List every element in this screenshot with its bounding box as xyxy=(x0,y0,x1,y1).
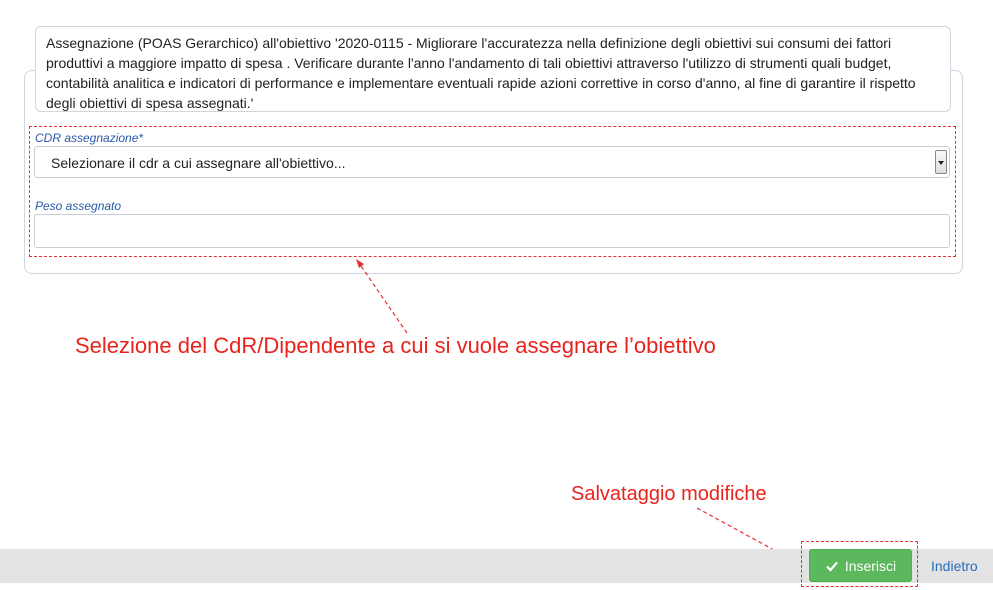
insert-button[interactable] xyxy=(809,549,912,582)
selection-annotation: Selezione del CdR/Dipendente a cui si vuole assegnare l’obiettivo xyxy=(75,333,716,358)
selection-arrow-head xyxy=(356,259,364,268)
cdr-select-value: Selezionare il cdr a cui assegnare all'obiettivo... xyxy=(51,155,346,171)
cdr-label: CDR assegnazione* xyxy=(35,131,144,145)
save-annotation: Salvataggio modifiche xyxy=(571,483,767,505)
check-icon xyxy=(825,559,839,573)
back-link[interactable]: Indietro xyxy=(931,558,978,574)
selection-arrow-line xyxy=(359,263,407,333)
peso-label: Peso assegnato xyxy=(35,199,122,213)
objective-description: Assegnazione (POAS Gerarchico) all'obiettivo '2020-0115 - Migliorare l'accuratezza nella definizione degli obiettivi sui consumi dei fattori produttivi a maggiore impatto di spesa . Verificare durante l'anno l'andamento di tali obiettivi attraverso l'utilizzo di strumenti quali budget, contabilità analitica e indicatori di performance e implementare eventuali rapide azioni correttive in corso d'anno, al fine di garantire il rispetto degli obiettivi di spesa assegnati.' xyxy=(35,26,951,112)
insert-button-label: Inserisci xyxy=(844,557,897,574)
